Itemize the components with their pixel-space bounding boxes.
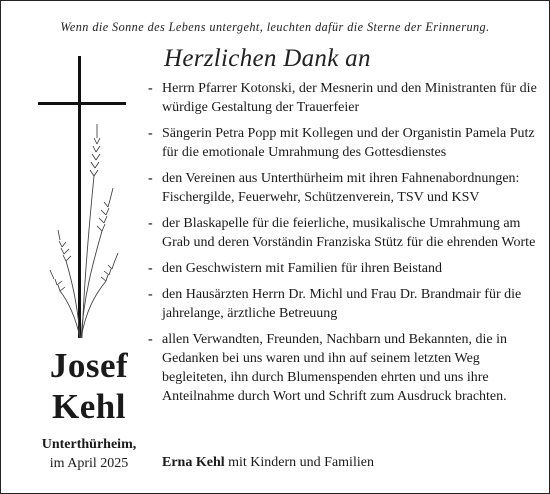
- list-item: [148, 124, 540, 162]
- thanks-heading: Herzlichen Dank an: [164, 45, 371, 72]
- list-item-text: den Vereinen aus Unterthürheim mit ihren Fahnenabordnungen: Fischergilde, Feuerwehr, Schützenverein, TSV und KSV: [162, 171, 520, 205]
- deceased-first-name: Josef: [49, 346, 129, 385]
- list-item: [148, 285, 540, 323]
- deceased-last-name: Kehl: [52, 387, 126, 426]
- list-item-text: allen Verwandten, Freunden, Nachbarn und Bekannten, die in Gedanken bei uns waren und ihn auf seinem letzten Weg begleiteten, ihn durch Blumenspenden ehrten und uns ihre Anteilnahme durch Wort und Schrift zum Ausdruck brachten.: [162, 332, 507, 404]
- signer-family: mit Kindern und Familien: [224, 455, 374, 470]
- bullet-dash: -: [148, 171, 153, 186]
- list-item: [148, 259, 540, 278]
- list-item-text: Herrn Pfarrer Kotonski, der Mesnerin und den Ministranten für die würdige Gestaltung der Trauerfeier: [162, 81, 537, 115]
- place: Unterthürheim,: [41, 437, 137, 452]
- signer-name: Erna Kehl: [162, 455, 225, 470]
- bullet-dash: -: [148, 287, 153, 302]
- list-item-text: den Hausärzten Herrn Dr. Michl und Frau Dr. Brandmair für die jahrelange, ärztliche Betreuung: [162, 287, 522, 321]
- list-item-text: der Blaskapelle für die feierliche, musikalische Umrahmung am Grab und deren Vorständin Franziska Stütz für die ehrenden Worte: [162, 216, 536, 250]
- bullet-dash: -: [148, 126, 153, 141]
- list-item: [148, 79, 540, 117]
- list-item-text: den Geschwistern mit Familien für ihren Beistand: [162, 261, 442, 276]
- bullet-dash: -: [148, 216, 153, 231]
- bullet-dash: -: [148, 261, 153, 276]
- list-item: [148, 169, 540, 207]
- cross-with-wheat-icon: [38, 56, 128, 341]
- list-item-text: Sängerin Petra Popp mit Kollegen und der Organistin Pamela Putz für die emotionale Umrahmung des Gottesdienstes: [162, 126, 535, 160]
- memorial-motto: Wenn die Sonne des Lebens untergeht, leuchten dafür die Sterne der Erinnerung.: [60, 20, 490, 34]
- bullet-dash: -: [148, 332, 153, 347]
- list-item: [148, 214, 540, 252]
- thanks-list: [148, 79, 540, 413]
- bullet-dash: -: [148, 81, 153, 96]
- closing-signature: [162, 455, 374, 471]
- date: im April 2025: [49, 456, 129, 471]
- list-item: [148, 330, 540, 406]
